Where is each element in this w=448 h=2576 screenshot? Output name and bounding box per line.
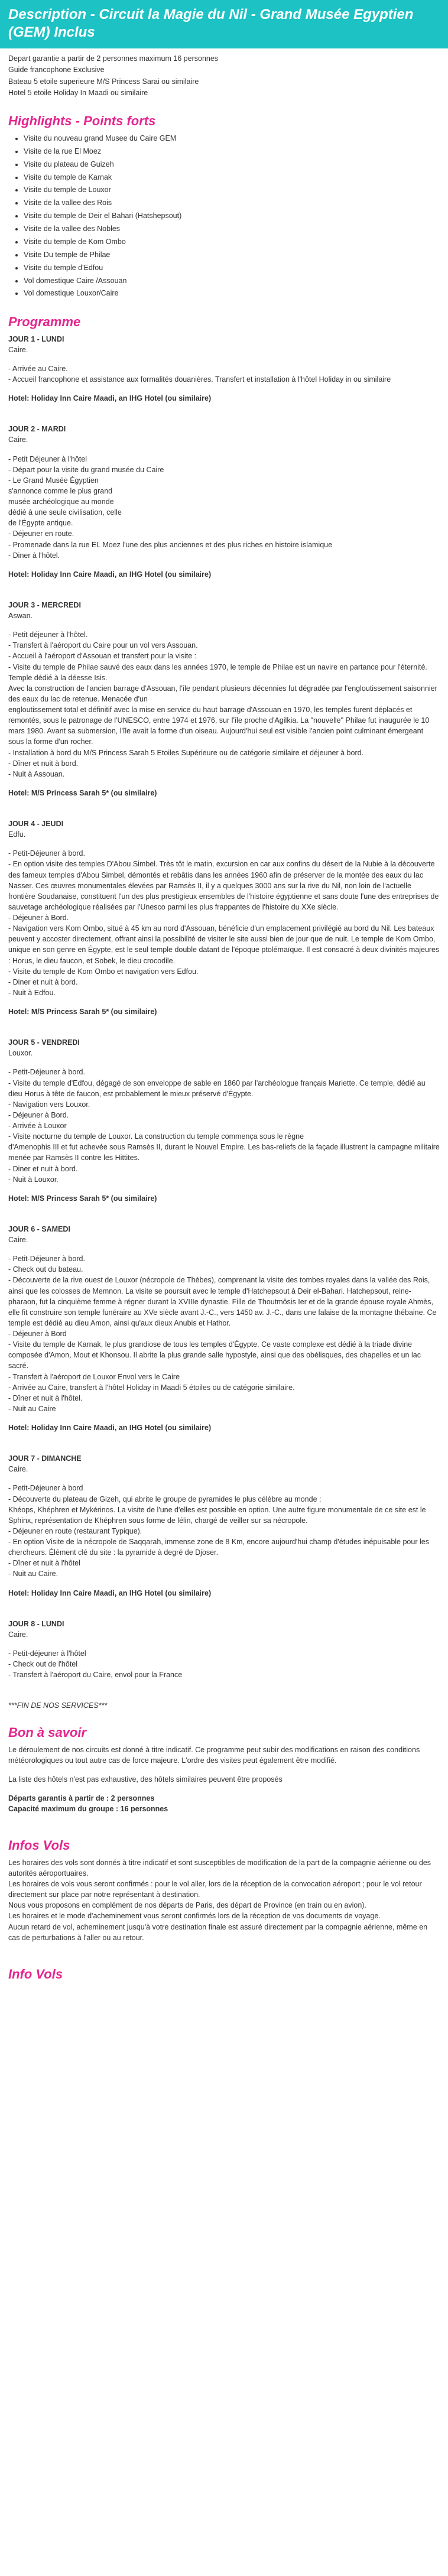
day-city: Caire. <box>8 345 28 354</box>
highlights-list <box>0 132 448 300</box>
day-line: - Visite du temple de Philae sauvé des eaux dans les années 1970, le temple de Philae est un navire en partance pour l'éternité. Temple dédié à la déesse Isis. <box>8 662 427 682</box>
flight-info-line: Aucun retard de vol, acheminement jusqu'à votre destination finale est assuré directement par la compagnie aérienne, même en cas de perturbations à l'aller ou au retour. <box>8 1922 428 1942</box>
day-block <box>8 1037 440 1204</box>
day-city: Caire. <box>8 1465 28 1474</box>
day-block <box>8 1224 440 1433</box>
day-hotel: Hotel: Holiday Inn Caire Maadi, an IHG Hotel (ou similaire) <box>8 394 212 403</box>
flight-info-line: Les horaires de vols vous seront confirmés : pour le vol aller, lors de la réception de la convocation aéroport ; pour le vol retour directement sur place par notre représentant à destination. <box>8 1880 422 1899</box>
page-title: Description - Circuit la Magie du Nil - Grand Musée Egyptien (GEM) Inclus <box>0 0 448 48</box>
intro-block <box>0 48 448 99</box>
highlight-item: • Vol domestique Caire /Assouan <box>24 275 448 288</box>
day-title: JOUR 7 - DIMANCHE <box>8 1454 82 1463</box>
day-title: JOUR 1 - LUNDI <box>8 334 64 343</box>
flight-info-line: Les horaires et le mode d'acheminement vous seront confirmés lors de la réception de vos documents de voyage. <box>8 1912 381 1921</box>
day-line: - Arrivée au Caire. <box>8 364 68 373</box>
infos-vols-heading: Infos Vols <box>8 1838 70 1853</box>
day-line: - Nuit à Edfou. <box>8 988 56 997</box>
day-line: - Transfert à l'aéroport du Caire pour un vol vers Assouan. <box>8 641 198 650</box>
programme-days <box>0 334 448 1681</box>
intro-line: Bateau 5 etoile superieure M/S Princess Sarai ou similaire <box>8 77 199 86</box>
day-line: - Déjeuner à Bord. <box>8 914 69 922</box>
highlight-item: • Visite du nouveau grand Musee du Caire GEM <box>24 132 448 145</box>
day-line: - Petit-Déjeuner à bord <box>8 1484 83 1493</box>
info-paragraph: La liste des hôtels n'est pas exhaustive, des hôtels similaires peuvent être proposés <box>8 1775 283 1784</box>
day-line: s'annonce comme le plus grand <box>8 486 113 495</box>
day-line: - Accueil à l'aéroport d'Assouan et transfert pour la visite : <box>8 652 197 661</box>
day-line: - Petit-Déjeuner à bord. <box>8 849 85 858</box>
day-block <box>8 600 440 798</box>
day-line: - Déjeuner à Bord <box>8 1330 67 1339</box>
day-line: d'Amenophis III et fut achevée sous Ramsès II, durant le Nouvel Empire. Les bas-reliefs de la façade illustrent la campagne militaire menée par Ramsès II contre les Hittites. <box>8 1143 440 1162</box>
day-line: - Arrivée à Louxor <box>8 1122 67 1131</box>
day-line: - Déjeuner à Bord. <box>8 1110 69 1119</box>
day-hotel: Hotel: Holiday Inn Caire Maadi, an IHG Hotel (ou similaire) <box>8 570 212 579</box>
day-hotel: Hotel: M/S Princess Sarah 5* (ou similaire) <box>8 1008 157 1016</box>
highlights-heading: Highlights - Points forts <box>8 113 156 128</box>
day-title: JOUR 5 - VENDREDI <box>8 1038 80 1047</box>
info-vols-heading: Info Vols <box>8 1966 63 1981</box>
intro-line: Hotel 5 etoile Holiday In Maadi ou similaire <box>8 89 148 98</box>
day-line: - Découverte du plateau de Gizeh, qui abrite le groupe de pyramides le plus célèbre au monde : <box>8 1495 322 1503</box>
day-line: engloutissement total et définitif avec la mise en service du haut barrage d'Assouan en 1970, les temples furent déplacés et remontés, sous le patronage de l'UNESCO, entre 1974 et 1976, sur l'île proche d'Agilkia. La "nouvelle" Philae fut inaugurée le 10 mars 1980. Avant sa submersion, l'île avait la forme d'un oiseau. Aujourd'hui seul est visible l'ancien point culminant émergeant sous la forme d'un rocher. <box>8 706 430 746</box>
day-line: Avec la construction de l'ancien barrage d'Assouan, l'île pendant plusieurs décennies fut dégradée par l'engloutissement saisonnier des eaux du lac de retenue. Menacée d'un <box>8 684 437 703</box>
highlight-item: • Vol domestique Louxor/Caire <box>24 287 448 300</box>
day-title: JOUR 6 - SAMEDI <box>8 1224 70 1233</box>
highlight-item: • Visite du temple d'Edfou <box>24 262 448 275</box>
day-title: JOUR 4 - JEUDI <box>8 820 64 829</box>
day-city: Aswan. <box>8 612 33 621</box>
day-hotel: Hotel: M/S Princess Sarah 5* (ou similaire) <box>8 1194 157 1203</box>
day-line: de l'Égypte antique. <box>8 519 73 528</box>
highlight-item: • Visite du temple de Deir el Bahari (Hatshepsout) <box>24 210 448 223</box>
day-hotel: Hotel: M/S Princess Sarah 5* (ou similaire) <box>8 788 157 797</box>
programme-heading: Programme <box>8 314 81 330</box>
day-block <box>8 818 440 1017</box>
day-line: - Dîner et nuit à bord. <box>8 759 79 768</box>
day-line: - Déjeuner en route. <box>8 530 74 538</box>
day-line: - Déjeuner en route (restaurant Typique). <box>8 1526 142 1535</box>
day-line: - Transfert à l'aéroport de Louxor Envol vers le Caire <box>8 1372 180 1381</box>
day-block <box>8 1619 440 1681</box>
day-line: - Visite du temple d'Edfou, dégagé de son enveloppe de sable en 1860 par l'archéologue français Mariette. Ce temple, dédié au dieu Horus à tête de faucon, est probablement le mieux préservé d'Égypte. <box>8 1079 426 1098</box>
day-city: Edfu. <box>8 830 26 839</box>
day-line: - En option visite des temples D'Abou Simbel. Très tôt le matin, excursion en car aux confins du désert de la Nubie à la découverte des fameux temples d'Abou Simbel, démontés et rebâtis dans les années 1960 afin de préserver de la montée des eaux du lac Nasser. Ces œuvres monumentales élevées par Ramsès II, il y a quelques 3000 ans sur la rive du Nil, non loin de l'actuelle frontière Soudanaise, constituent l'un des plus prestigieux ensembles de l'histoire égyptienne et sans doute l'une des entreprises de sauvetage archéologique réalisées par l'Unesco parmi les plus frappantes de l'histoire du XXe siècle. <box>8 860 439 911</box>
day-line: - Visite du temple de Karnak, le plus grandiose de tous les temples d'Égypte. Ce vaste complexe est dédié à la triade divine composée d'Amon, Mout et Khonsou. Il abrite la plus grande salle hypostyle, ainsi que des obélisques, des chapelles et un lac sacré. <box>8 1340 421 1370</box>
day-line: - Accueil francophone et assistance aux formalités douanières. Transfert et installation à l'hôtel Holiday in ou similaire <box>8 375 391 384</box>
day-title: JOUR 8 - LUNDI <box>8 1619 64 1628</box>
day-line: - Navigation vers Louxor. <box>8 1100 90 1109</box>
info-paragraph: Le déroulement de nos circuits est donné à titre indicatif. Ce programme peut subir des modifications en raison des conditions météorologiques ou tout autre cas de force majeure. L'ordre des visites peut également être modifié. <box>8 1745 420 1765</box>
day-line: - En option Visite de la nécropole de Saqqarah, immense zone de 8 Km, encore aujourd'hui champ d'études inépuisable pour les chercheurs. Élément clé du site : la pyramide à degré de Djoser. <box>8 1538 429 1557</box>
day-block <box>8 1453 440 1599</box>
end-services-text: ***FIN DE NOS SERVICES*** <box>8 1701 108 1710</box>
day-title: JOUR 3 - MERCREDI <box>8 600 81 609</box>
day-line: - Petit-Déjeuner à bord. <box>8 1068 85 1077</box>
day-line: - Départ pour la visite du grand musée du Caire <box>8 465 164 474</box>
day-title: JOUR 2 - MARDI <box>8 425 66 434</box>
highlight-item: • Visite de la vallee des Rois <box>24 197 448 210</box>
day-line: - Dîner et nuit à l'hôtel <box>8 1559 80 1568</box>
highlight-item: • Visite du temple de Karnak <box>24 171 448 184</box>
day-line: - Diner à l'hôtel. <box>8 551 60 560</box>
day-city: Louxor. <box>8 1049 33 1058</box>
day-city: Caire. <box>8 1236 28 1245</box>
flight-info-line: Nous vous proposons en complément de nos départs de Paris, des départ de Province (en train ou en avion). <box>8 1901 366 1910</box>
highlight-item: • Visite du temple de Louxor <box>24 184 448 197</box>
day-line: - Diner et nuit à bord. <box>8 1164 78 1173</box>
day-line: - Découverte de la rive ouest de Louxor (nécropole de Thèbes), comprenant la visite des tombes royales dans la vallée des Rois, ainsi que les colosses de Memnon. La visite se poursuit avec le temple d'Hatchepsout à Deir el-Bahari. Hatchepsout, reine-pharaon, fut la cinquième femme à régner durant la XVIIIe dynastie. Fille de Thoutmôsis Ier et de la grande épouse royale Ahmès, elle fit construire son temple funéraire au XVe siècle avant J.-C., vers 1450 av. J.-C., dans une falaise de la montagne thébaine. Ce temple est dédié au dieu Amon, ainsi qu'aux dieux Anubis et Hathor. <box>8 1276 437 1327</box>
highlight-item: • Visite du temple de Kom Ombo <box>24 236 448 249</box>
day-line: - Promenade dans la rue EL Moez l'une des plus anciennes et des plus riches en histoire islamique <box>8 540 333 549</box>
day-line: - Petit-déjeuner à l'hôtel <box>8 1649 86 1658</box>
day-line: - Petit déjeuner à l'hôtel. <box>8 631 88 639</box>
day-hotel: Hotel: Holiday Inn Caire Maadi, an IHG Hotel (ou similaire) <box>8 1589 212 1597</box>
day-line: - Petit Déjeuner à l'hôtel <box>8 454 87 463</box>
highlight-item: • Visite du plateau de Guizeh <box>24 158 448 171</box>
day-line: - Petit-Déjeuner à bord. <box>8 1255 85 1263</box>
day-line: musée archéologique au monde <box>8 498 114 506</box>
day-line: - Visite du temple de Kom Ombo et navigation vers Edfou. <box>8 967 199 976</box>
highlight-item: • Visite Du temple de Philae <box>24 249 448 262</box>
highlight-item: • Visite de la vallee des Nobles <box>24 223 448 236</box>
day-line: - Navigation vers Kom Ombo, situé à 45 km au nord d'Assouan, bénéficie d'un emplacement privilégié au bord du Nil. Les bateaux peuvent y accoster directement, offrant ainsi la possibilité de visiter le site aussi bien de jour que de nuit. Le temple de Kom Ombo, unique en son genre en Égypte, est le seul temple double datant de l'époque ptolémaïque. Il est consacré à deux divinités majeures : Horus, le dieu faucon, et Sobek, le dieu crocodile. <box>8 924 440 965</box>
day-line: - Nuit au Caire <box>8 1404 56 1413</box>
day-line: Khéops, Khéphren et Mykérinos. La visite de l'une d'elles est possible en option. Une autre figure monumentale de ce site est le Sphinx, représentation de Khéphren sous forme de lélin, chargé de veiller sur sa nécropole. <box>8 1505 426 1525</box>
day-line: - Dîner et nuit à l'hôtel. <box>8 1393 83 1402</box>
day-line: - Arrivée au Caire, transfert à l'hôtel Holiday in Maadi 5 étoiles ou de catégorie similaire. <box>8 1383 295 1392</box>
day-line: - Nuit à Louxor. <box>8 1175 59 1184</box>
day-line: - Le Grand Musée Égyptien <box>8 476 99 485</box>
day-city: Caire. <box>8 436 28 444</box>
group-capacity: Capacité maximum du groupe : 16 personnes <box>8 1805 168 1814</box>
day-line: - Installation à bord du M/S Princess Sarah 5 Etoiles Supérieure ou de catégorie similaire et déjeuner à bord. <box>8 748 364 757</box>
day-block <box>8 334 440 404</box>
day-block <box>8 424 440 580</box>
flight-info-line: Les horaires des vols sont donnés à titre indicatif et sont susceptibles de modification de la part de la compagnie aérienne ou des autorités aéroportuaires. <box>8 1858 431 1877</box>
bon-a-savoir-heading: Bon à savoir <box>8 1725 87 1740</box>
day-line: - Check out du bateau. <box>8 1265 83 1274</box>
departures-guaranteed: Départs garantis à partir de : 2 personnes <box>8 1794 155 1803</box>
day-line: - Nuit à Assouan. <box>8 769 65 778</box>
day-line: - Transfert à l'aéroport du Caire, envol pour la France <box>8 1671 183 1680</box>
day-line: dédié à une seule civilisation, celle <box>8 508 122 517</box>
day-line: - Diner et nuit à bord. <box>8 977 78 986</box>
day-line: - Check out de l'hôtel <box>8 1660 78 1669</box>
intro-line: Depart garantie a partir de 2 personnes maximum 16 personnes <box>8 54 219 63</box>
bon-a-savoir-block <box>0 1745 448 1815</box>
day-city: Caire. <box>8 1630 28 1639</box>
day-line: - Nuit au Caire. <box>8 1570 59 1578</box>
day-line: - Visite nocturne du temple de Louxor. La construction du temple commença sous le règne <box>8 1132 304 1141</box>
infos-vols-block <box>0 1857 448 1943</box>
intro-line: Guide francophone Exclusive <box>8 66 105 74</box>
day-hotel: Hotel: Holiday Inn Caire Maadi, an IHG Hotel (ou similaire) <box>8 1424 212 1432</box>
highlight-item: • Visite de la rue El Moez <box>24 145 448 158</box>
